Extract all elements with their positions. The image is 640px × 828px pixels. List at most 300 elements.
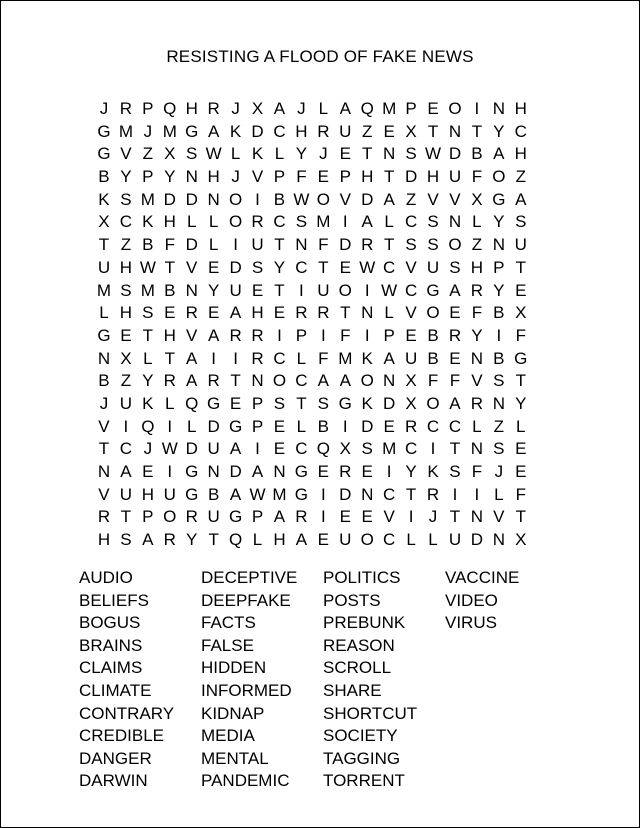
grid-letter: Y xyxy=(405,462,417,481)
word-item: DEEPFAKE xyxy=(201,590,291,610)
grid-letter: G xyxy=(97,144,111,164)
grid-row xyxy=(93,484,532,507)
grid-letter: N xyxy=(383,371,396,391)
grid-letter: I xyxy=(496,325,502,345)
grid-letter: V xyxy=(251,167,264,187)
grid-letter: E xyxy=(449,303,461,323)
grid-letter: O xyxy=(448,99,462,118)
grid-letter: N xyxy=(492,393,505,413)
grid-letter: A xyxy=(142,530,154,550)
grid-letter: C xyxy=(273,121,286,141)
grid-letter: L xyxy=(208,235,219,255)
grid-letter: T xyxy=(164,257,175,277)
grid-letter: C xyxy=(383,484,396,504)
grid-letter: X xyxy=(251,99,264,118)
grid-letter: J xyxy=(297,99,306,118)
grid-letter: E xyxy=(449,348,461,368)
word-item: VIRUS xyxy=(445,613,497,633)
grid-letter: B xyxy=(427,348,439,368)
grid-letter: W xyxy=(381,280,398,300)
word-item: DECEPTIVE xyxy=(201,568,298,587)
grid-letter: S xyxy=(515,212,527,232)
grid-letter: A xyxy=(186,371,198,391)
grid-letter: V xyxy=(449,189,461,209)
grid-row xyxy=(93,211,532,234)
grid-letter: D xyxy=(251,121,264,141)
grid-letter: Y xyxy=(164,167,176,187)
grid-letter: T xyxy=(164,348,175,368)
grid-letter: M xyxy=(140,280,155,300)
grid-letter: P xyxy=(383,325,395,345)
grid-letter: T xyxy=(449,507,461,527)
grid-letter: R xyxy=(119,99,133,118)
grid-letter: L xyxy=(318,99,329,118)
grid-row xyxy=(93,529,532,552)
grid-letter: T xyxy=(274,235,285,255)
grid-letter: I xyxy=(364,325,370,345)
grid-letter: L xyxy=(274,144,285,164)
grid-letter: U xyxy=(207,507,220,527)
grid-letter: R xyxy=(251,212,264,232)
grid-letter: R xyxy=(207,371,220,391)
grid-letter: E xyxy=(317,167,330,187)
grid-letter: A xyxy=(339,99,351,118)
grid-letter: D xyxy=(185,439,198,459)
grid-letter: E xyxy=(251,280,264,300)
grid-letter: P xyxy=(142,507,154,527)
grid-letter: S xyxy=(361,439,373,459)
grid-letter: R xyxy=(163,530,176,550)
grid-letter: I xyxy=(342,416,348,436)
grid-letter: V xyxy=(405,303,417,323)
grid-letter: O xyxy=(272,371,287,391)
grid-letter: N xyxy=(492,235,505,255)
grid-letter: A xyxy=(383,348,395,368)
grid-letter: K xyxy=(361,348,373,368)
grid-letter: I xyxy=(167,416,173,436)
letter-grid xyxy=(93,98,532,552)
grid-letter: F xyxy=(427,371,439,391)
word-column xyxy=(323,567,445,793)
grid-letter: L xyxy=(384,212,394,232)
grid-letter: U xyxy=(163,484,176,504)
grid-letter: Q xyxy=(360,99,374,118)
grid-row xyxy=(93,121,532,144)
grid-letter: T xyxy=(515,257,526,277)
grid-letter: A xyxy=(339,371,351,391)
grid-letter: P xyxy=(142,99,154,118)
grid-letter: A xyxy=(207,325,220,345)
grid-row xyxy=(93,438,532,461)
grid-letter: R xyxy=(470,393,484,413)
grid-letter: A xyxy=(273,507,286,527)
grid-letter: X xyxy=(471,189,483,209)
grid-letter: G xyxy=(492,189,506,209)
grid-letter: L xyxy=(165,393,175,413)
grid-letter: J xyxy=(143,439,153,459)
grid-letter: T xyxy=(471,121,483,141)
grid-letter: A xyxy=(449,280,461,300)
grid-letter: O xyxy=(426,393,440,413)
grid-letter: G xyxy=(97,121,111,141)
word-item: CONTRARY xyxy=(79,703,175,723)
grid-letter: D xyxy=(448,144,462,164)
grid-letter: F xyxy=(340,325,351,345)
grid-letter: H xyxy=(141,484,154,504)
grid-letter: R xyxy=(295,303,308,323)
grid-letter: O xyxy=(360,530,374,550)
grid-letter: M xyxy=(382,439,397,459)
grid-letter: V xyxy=(120,144,132,164)
grid-letter: E xyxy=(317,462,330,481)
grid-letter: C xyxy=(273,212,286,232)
grid-row xyxy=(93,416,532,439)
grid-letter: U xyxy=(404,348,418,368)
grid-letter: R xyxy=(185,507,198,527)
grid-letter: V xyxy=(98,416,110,436)
grid-letter: S xyxy=(186,144,198,164)
grid-letter: A xyxy=(515,189,527,209)
grid-letter: W xyxy=(293,189,310,209)
grid-letter: F xyxy=(471,303,483,323)
grid-letter: J xyxy=(494,462,504,481)
word-item: KIDNAP xyxy=(201,703,265,723)
word-list xyxy=(79,567,567,793)
grid-letter: N xyxy=(97,348,111,368)
grid-letter: F xyxy=(318,235,329,255)
grid-letter: K xyxy=(98,189,110,209)
grid-letter: D xyxy=(229,462,242,481)
grid-letter: T xyxy=(405,484,417,504)
grid-letter: E xyxy=(229,393,242,413)
grid-letter: G xyxy=(185,462,199,481)
grid-letter: B xyxy=(98,371,110,391)
grid-letter: L xyxy=(428,530,438,550)
grid-letter: J xyxy=(428,507,438,527)
word-column xyxy=(79,567,201,793)
grid-letter: L xyxy=(384,303,394,323)
grid-letter: T xyxy=(120,507,132,527)
grid-letter: P xyxy=(273,167,286,187)
word-item: MEDIA xyxy=(201,726,255,746)
grid-letter: M xyxy=(140,189,155,209)
grid-letter: Q xyxy=(141,416,155,436)
grid-letter: T xyxy=(318,257,329,277)
grid-letter: K xyxy=(427,462,439,481)
grid-letter: Q xyxy=(316,439,330,459)
grid-letter: M xyxy=(162,121,177,141)
grid-letter: H xyxy=(361,167,374,187)
grid-letter: L xyxy=(230,144,241,164)
grid-row xyxy=(93,166,532,189)
grid-letter: S xyxy=(449,257,461,277)
grid-letter: H xyxy=(273,530,286,550)
grid-letter: A xyxy=(251,462,264,481)
grid-letter: R xyxy=(97,507,111,527)
word-item: DARWIN xyxy=(79,771,148,791)
grid-letter: R xyxy=(339,462,352,481)
grid-letter: H xyxy=(470,257,484,277)
grid-letter: J xyxy=(99,99,109,118)
word-item: SOCIETY xyxy=(323,726,398,746)
grid-letter: C xyxy=(383,257,396,277)
grid-letter: V xyxy=(427,189,439,209)
grid-letter: E xyxy=(164,303,176,323)
grid-letter: L xyxy=(252,530,263,550)
grid-letter: T xyxy=(208,530,219,550)
grid-letter: G xyxy=(97,325,111,345)
grid-letter: Y xyxy=(120,167,132,187)
grid-letter: E xyxy=(273,303,286,323)
grid-letter: T xyxy=(296,393,307,413)
grid-letter: R xyxy=(404,416,418,436)
grid-letter: V xyxy=(339,189,351,209)
grid-letter: M xyxy=(118,121,133,141)
grid-letter: K xyxy=(142,393,154,413)
grid-letter: E xyxy=(273,416,286,436)
grid-letter: C xyxy=(448,416,462,436)
grid-letter: K xyxy=(142,212,154,232)
grid-letter: A xyxy=(317,371,330,391)
grid-letter: A xyxy=(229,439,242,459)
grid-letter: L xyxy=(296,416,307,436)
grid-letter: Z xyxy=(120,371,132,391)
grid-letter: N xyxy=(361,303,374,323)
grid-letter: U xyxy=(339,121,352,141)
grid-letter: T xyxy=(274,280,285,300)
grid-letter: M xyxy=(316,212,331,232)
grid-letter: G xyxy=(338,393,352,413)
grid-letter: C xyxy=(119,439,133,459)
grid-letter: Z xyxy=(405,189,417,209)
grid-letter: N xyxy=(251,371,264,391)
grid-letter: V xyxy=(186,257,198,277)
word-item: SHORTCUT xyxy=(323,703,418,723)
grid-letter: Y xyxy=(207,280,220,300)
grid-letter: L xyxy=(208,212,219,232)
grid-letter: T xyxy=(383,235,395,255)
grid-letter: U xyxy=(251,235,264,255)
grid-letter: T xyxy=(362,144,373,164)
grid-letter: Q xyxy=(228,530,243,550)
grid-letter: Y xyxy=(295,144,308,164)
grid-row xyxy=(93,348,532,371)
grid-letter: W xyxy=(249,484,266,504)
grid-letter: G xyxy=(294,462,309,481)
grid-letter: H xyxy=(514,144,527,164)
grid-letter: D xyxy=(361,416,374,436)
grid-letter: E xyxy=(515,462,527,481)
word-item: BRAINS xyxy=(79,635,143,655)
grid-letter: I xyxy=(255,439,260,459)
grid-letter: O xyxy=(448,235,462,255)
grid-letter: A xyxy=(186,348,198,368)
grid-letter: P xyxy=(251,416,264,436)
grid-letter: I xyxy=(167,462,173,481)
grid-letter: U xyxy=(119,484,133,504)
grid-letter: N xyxy=(492,530,505,550)
grid-letter: E xyxy=(207,257,220,277)
grid-letter: A xyxy=(449,393,461,413)
grid-letter: U xyxy=(339,530,352,550)
word-item: BELIEFS xyxy=(79,590,149,610)
grid-letter: G xyxy=(228,416,243,436)
grid-letter: L xyxy=(186,416,197,436)
grid-row xyxy=(93,98,532,121)
grid-letter: F xyxy=(449,371,461,391)
grid-letter: K xyxy=(229,121,242,141)
grid-letter: Y xyxy=(273,257,286,277)
word-item: POSTS xyxy=(323,590,381,610)
grid-letter: C xyxy=(383,530,396,550)
grid-letter: S xyxy=(493,371,505,391)
grid-letter: H xyxy=(119,303,133,323)
grid-letter: D xyxy=(339,484,352,504)
grid-letter: S xyxy=(405,144,417,164)
grid-letter: A xyxy=(120,462,132,481)
grid-letter: T xyxy=(230,371,241,391)
grid-letter: H xyxy=(163,212,176,232)
word-item: SCROLL xyxy=(323,658,392,678)
grid-letter: E xyxy=(317,530,330,550)
grid-letter: Q xyxy=(185,393,199,413)
grid-letter: F xyxy=(164,235,175,255)
grid-letter: J xyxy=(231,99,240,118)
grid-letter: O xyxy=(360,371,374,391)
grid-letter: C xyxy=(295,439,308,459)
grid-letter: L xyxy=(516,416,526,436)
grid-letter: B xyxy=(493,348,505,368)
grid-letter: R xyxy=(185,303,198,323)
grid-row xyxy=(93,506,532,529)
grid-letter: G xyxy=(514,348,528,368)
grid-letter: F xyxy=(515,325,526,345)
grid-letter: R xyxy=(448,325,462,345)
grid-letter: T xyxy=(449,439,461,459)
grid-letter: Z xyxy=(362,121,373,141)
grid-letter: Y xyxy=(142,371,154,391)
grid-letter: E xyxy=(339,257,351,277)
grid-letter: N xyxy=(448,212,462,232)
grid-letter: N xyxy=(207,462,220,481)
grid-letter: B xyxy=(471,144,483,164)
grid-letter: H xyxy=(251,303,264,323)
grid-letter: W xyxy=(161,439,178,459)
grid-letter: E xyxy=(383,121,395,141)
grid-letter: D xyxy=(404,167,418,187)
grid-letter: I xyxy=(320,484,326,504)
word-item: CLIMATE xyxy=(79,680,152,700)
grid-letter: E xyxy=(383,416,395,436)
grid-letter: Z xyxy=(471,235,483,255)
word-item: PREBUNK xyxy=(323,613,406,633)
grid-letter: J xyxy=(143,121,153,141)
word-item: TORRENT xyxy=(323,771,405,791)
grid-letter: M xyxy=(272,484,287,504)
grid-letter: Q xyxy=(163,99,177,118)
grid-letter: Y xyxy=(471,325,483,345)
word-column xyxy=(201,567,323,793)
grid-row xyxy=(93,143,532,166)
grid-letter: R xyxy=(207,99,220,118)
grid-letter: O xyxy=(492,167,506,187)
grid-letter: K xyxy=(361,393,373,413)
grid-letter: B xyxy=(98,167,110,187)
grid-letter: N xyxy=(383,144,396,164)
grid-letter: C xyxy=(119,212,133,232)
word-item: POLITICS xyxy=(323,568,401,587)
word-item: CLAIMS xyxy=(79,658,143,678)
grid-letter: Y xyxy=(493,212,505,232)
grid-letter: V xyxy=(98,484,110,504)
grid-letter: S xyxy=(493,439,505,459)
grid-letter: X xyxy=(515,530,527,550)
word-item: SHARE xyxy=(323,680,382,700)
word-item: VIDEO xyxy=(445,590,498,610)
grid-row xyxy=(93,280,532,303)
grid-letter: L xyxy=(406,530,416,550)
grid-letter: R xyxy=(251,348,264,368)
word-item: BOGUS xyxy=(79,613,141,633)
grid-letter: I xyxy=(364,280,370,300)
grid-letter: X xyxy=(164,144,176,164)
grid-letter: X xyxy=(98,212,110,232)
grid-letter: Y xyxy=(493,121,505,141)
grid-letter: C xyxy=(404,212,418,232)
grid-letter: C xyxy=(295,257,308,277)
grid-letter: C xyxy=(404,439,418,459)
grid-letter: G xyxy=(185,484,199,504)
grid-letter: D xyxy=(339,235,352,255)
grid-letter: P xyxy=(251,393,264,413)
grid-letter: A xyxy=(383,189,395,209)
grid-letter: A xyxy=(229,484,242,504)
grid-letter: P xyxy=(295,325,308,345)
grid-letter: R xyxy=(317,303,330,323)
grid-letter: H xyxy=(119,257,133,277)
grid-letter: H xyxy=(514,99,527,118)
grid-letter: U xyxy=(97,257,111,277)
grid-letter: C xyxy=(295,371,308,391)
word-item: AUDIO xyxy=(79,568,133,587)
grid-letter: L xyxy=(472,212,482,232)
grid-letter: W xyxy=(425,144,442,164)
grid-row xyxy=(93,461,532,484)
grid-letter: W xyxy=(139,257,156,277)
grid-letter: A xyxy=(229,303,242,323)
grid-letter: T xyxy=(340,303,351,323)
grid-letter: T xyxy=(142,325,154,345)
grid-letter: B xyxy=(317,416,330,436)
grid-letter: T xyxy=(515,507,526,527)
grid-letter: W xyxy=(205,144,222,164)
grid-letter: X xyxy=(515,303,527,323)
grid-letter: S xyxy=(405,235,417,255)
grid-letter: J xyxy=(99,393,109,413)
grid-letter: E xyxy=(339,507,351,527)
word-item: FACTS xyxy=(201,613,256,633)
grid-letter: I xyxy=(452,484,458,504)
grid-letter: F xyxy=(515,484,526,504)
grid-letter: G xyxy=(207,393,221,413)
grid-letter: X xyxy=(120,348,132,368)
grid-letter: S xyxy=(317,393,330,413)
grid-letter: D xyxy=(207,416,220,436)
grid-letter: R xyxy=(426,484,440,504)
grid-letter: F xyxy=(471,462,483,481)
grid-letter: G xyxy=(426,280,440,300)
word-item: VACCINE xyxy=(445,568,520,587)
